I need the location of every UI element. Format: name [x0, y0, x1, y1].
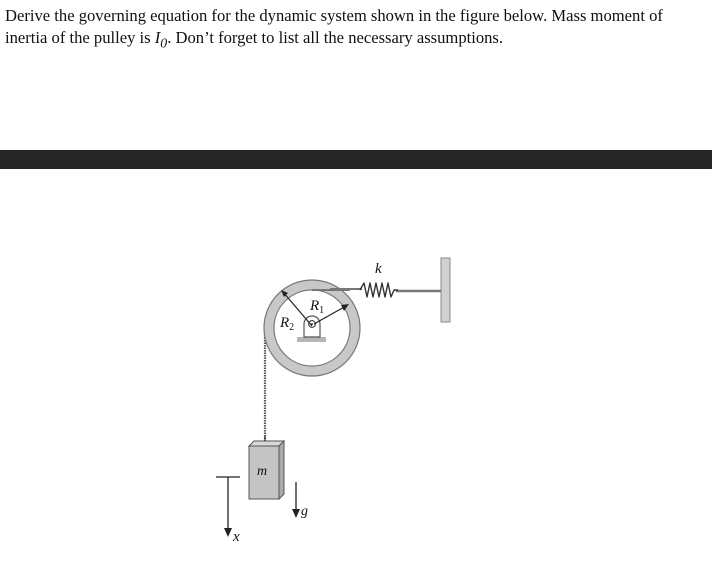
question-text-part-2: . Don’t forget to list all the necessary assumptions.: [167, 28, 504, 47]
spring: [360, 283, 398, 297]
mass-block-side: [279, 441, 284, 499]
mass-label: m: [257, 464, 268, 479]
wall: [441, 258, 450, 322]
displacement-arrowhead: [224, 528, 232, 537]
question-text-part-1: Derive the governing equation for the dynamic system shown in the figure below. Mass moment of inertia of the pulley is: [5, 6, 663, 47]
inner-radius-label: $R_1$: [310, 298, 325, 316]
gravity-label: g: [301, 504, 308, 519]
pulley-support-base: [297, 337, 326, 342]
mass-block-top: [249, 441, 284, 446]
gravity-arrowhead: [292, 509, 300, 518]
inertia-symbol: I: [154, 28, 161, 47]
displacement-label: x: [233, 529, 240, 545]
inertia-subscript: 0: [160, 35, 168, 51]
outer-radius-label: $R_2$: [280, 315, 295, 333]
spring-label: k: [375, 261, 382, 277]
